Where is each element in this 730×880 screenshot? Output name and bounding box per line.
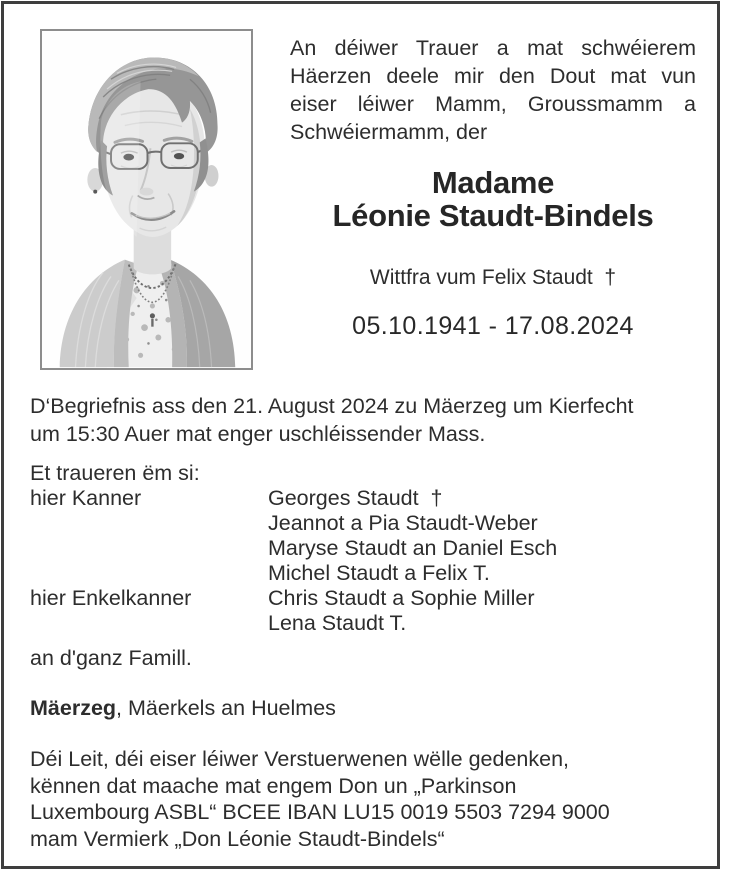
mourner-row [30,486,700,511]
mourner-row [30,586,700,611]
body-section [30,392,700,852]
mourner-name: Maryse Staudt an Daniel Esch [268,536,558,560]
deceased-name: Léonie Staudt-Bindels [332,198,654,233]
location-name: Mäerzeg [30,696,117,720]
mourner-name: Chris Staudt a Sophie Miller [268,586,535,610]
deceased-name-block [290,166,696,232]
family-closing: an d'ganz Famill. [30,646,192,670]
life-dates: 05.10.1941 - 17.08.2024 [352,312,634,340]
mourner-name: Georges Staudt † [268,486,443,510]
donation-line: kënnen dat maache mat engem Don un „Parkinson [30,773,517,798]
header-section [40,29,700,370]
funeral-line: um 15:30 Auer mat enger uschléissender Mass. [30,422,486,446]
mourner-relation-label: hier Kanner [30,486,142,510]
donation-line: Déi Leit, déi eiser léiwer Verstuerwenen wëlle gedenken, [30,747,570,771]
funeral-line: D‘Begriefnis ass den 21. August 2024 zu Mäerzeg um Kierfecht [30,394,634,418]
intro-line: eiser léiwer Mamm, Groussmamm a [290,92,696,116]
mourner-table [30,486,700,636]
mourning-intro: Et traueren ëm si: [30,461,200,485]
mourner-name: Michel Staudt a Felix T. [268,561,490,585]
mourner-relation-label [30,536,268,561]
mourner-row [30,536,700,561]
deceased-title: Madame [431,165,555,200]
mourner-row [30,611,700,636]
portrait-photo [40,29,253,370]
mourner-relation-label: hier Enkelkanner [30,586,192,610]
mourner-relation-label [30,511,268,536]
portrait-illustration [42,31,251,368]
intro-line: Häerzen deele mir den Dout mat vun [290,64,696,88]
funeral-info [30,392,700,448]
mourner-name: Lena Staudt T. [268,611,407,635]
intro-line: An déiwer Trauer a mat schwéierem [290,36,696,60]
location-line [30,696,700,721]
donation-line: Luxembourg ASBL“ BCEE IBAN LU15 0019 5503 7294 9000 [30,800,610,824]
mourner-relation-label [30,611,268,636]
mourner-row [30,561,700,586]
intro-line: Schwéiermamm, der [290,120,488,144]
mourner-relation-label [30,561,268,586]
intro-text [290,34,696,146]
header-text-column [290,29,696,341]
mourner-name: Jeannot a Pia Staudt-Weber [268,511,538,535]
donation-info [30,746,700,852]
location-rest: , Mäerkels an Huelmes [116,696,336,720]
donation-line: mam Vermierk „Don Léonie Staudt-Bindels“ [30,826,445,851]
mourner-row [30,511,700,536]
relation-line: Wittfra vum Felix Staudt † [369,266,617,289]
